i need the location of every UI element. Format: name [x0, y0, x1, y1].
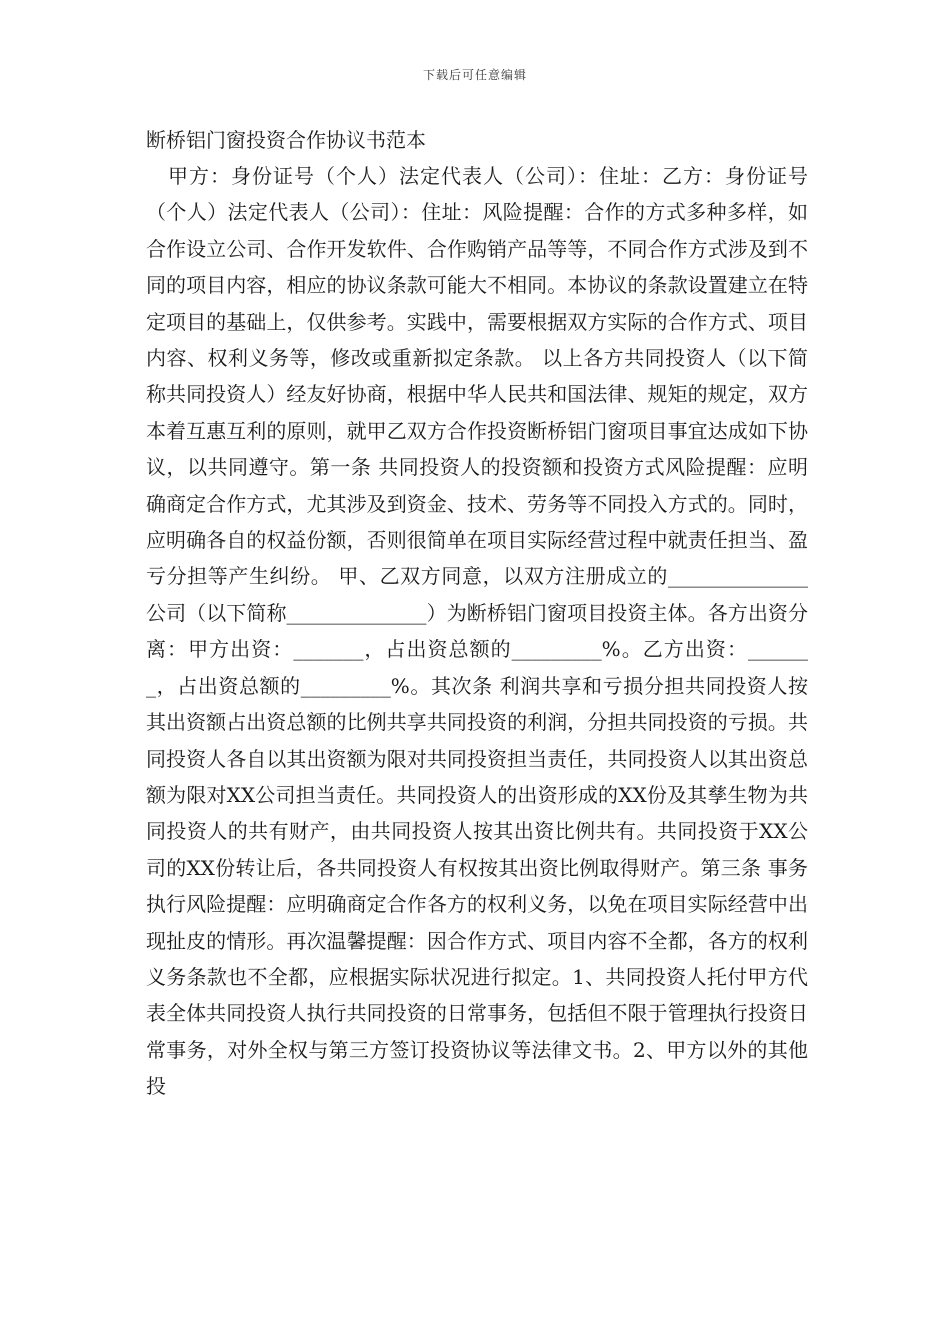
header-note: 下载后可任意编辑 — [422, 68, 527, 82]
document-body: 甲方：身份证号（个人）法定代表人（公司）：住址：乙方：身份证号（个人）法定代表人（公司）：住址：风险提醒：合作的方式多种多样，如合作设立公司、合作开发软件、合作购销产品等等，不同合作方式涉及到不同的项目内容，相应的协议条款可能大不相同。本协议的条款设置建立在特定项目的基础上，仅供参考。实践中，需要根据双方实际的合作方式、项目内容、权利义务等，修改或重新拟定条款。 以上各方共同投资人（以下简称共同投资人）经友好协商，根据中华人民共和国法律、规矩的规定，双方本着互惠互利的原则，就甲乙双方合作投资断桥铝门窗项目事宜达成如下协议，以共同遵守。第一条 共同投资人的投资额和投资方式风险提醒：应明确商定合作方式，尤其涉及到资金、技术、劳务等不同投入方式的。同时，应明确各自的权益份额，否则很简单在项目实际经营过程中就责任担当、盈亏分担等产生纠纷。 甲、乙双方同意，以双方注册成立的______________公司（以下简称______________）为断桥铝门窗项目投资主体。各方出资分离：甲方出资：_______，占出资总额的_________%。乙方出资：_______，占出资总额的_________%。其次条 利润共享和亏损分担共同投资人按其出资额占出资总额的比例共享共同投资的利润，分担共同投资的亏损。共同投资人各自以其出资额为限对共同投资担当责任，共同投资人以其出资总额为限对XX公司担当责任。共同投资人的出资形成的XX份及其孳生物为共同投资人的共有财产，由共同投资人按其出资比例共有。共同投资于XX公司的XX份转让后，各共同投资人有权按其出资比例取得财产。第三条 事务执行风险提醒：应明确商定合作各方的权利义务，以免在项目实际经营中出现扯皮的情形。再次温馨提醒：因合作方式、项目内容不全都，各方的权利义务条款也不全都，应根据实际状况进行拟定。1、共同投资人托付甲方代表全体共同投资人执行共同投资的日常事务，包括但不限于管理执行投资日常事务，对外全权与第三方签订投资协议等法律文书。2、甲方以外的其他投 — [146, 164, 808, 1099]
document-title: 断桥铝门窗投资合作协议书范本 — [146, 128, 426, 152]
